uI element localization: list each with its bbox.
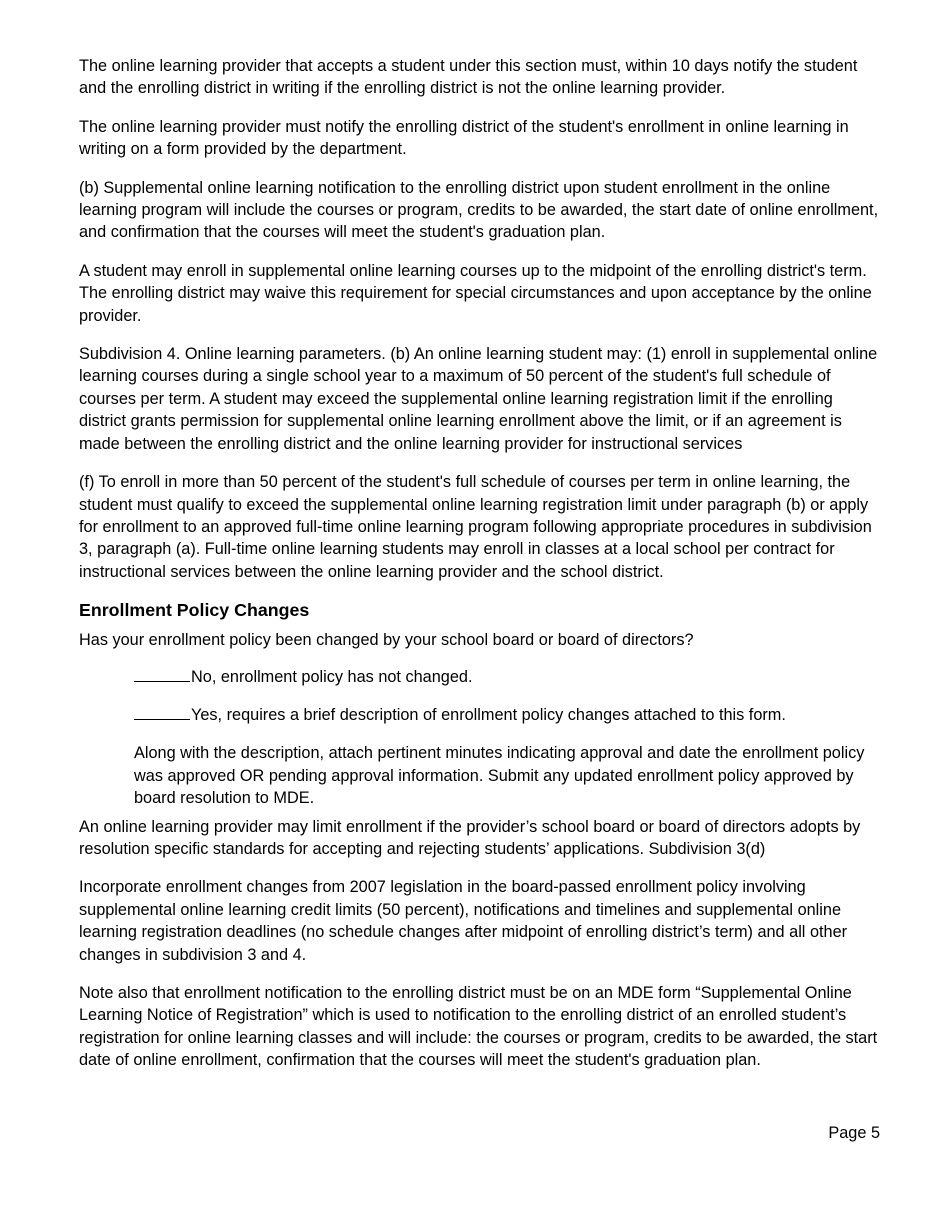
answer-blank-no[interactable] [134,667,190,682]
paragraph-limit-enrollment: An online learning provider may limit enrollment if the provider’s school board or board of directors adopts by resolution specific standards for accepting and rejecting students’ applications. Subdivision 3(d) [79,817,861,858]
section-heading: Enrollment Policy Changes [79,600,310,621]
paragraph-provider-notice: The online learning provider that accepts a student under this section must, within 10 days notify the student and the enrolling district in writing if the enrolling district is not the online learning provider. [79,57,858,98]
paragraph-full-schedule: (f) To enroll in more than 50 percent of the student's full schedule of courses per term in online learning, the student must qualify to exceed the supplemental online learning registration limit under paragraph (b) or apply for enrollment to an approved full-time online learning program following appropriate procedures in subdivision 3, paragraph (a). Full-time online learning students may enroll in classes at a local school per contract for instructional services between the online learning provider and the school district. [79,473,872,581]
option-yes-label: Yes, requires a brief description of enrollment policy changes attached to this form. [191,705,786,724]
paragraph-midpoint-enrollment: A student may enroll in supplemental online learning courses up to the midpoint of the enrolling district's term. The enrolling district may waive this requirement for special circumstances and upon acceptance by the online provider. [79,261,872,325]
option-no-label: No, enrollment policy has not changed. [191,667,473,686]
paragraph-enrollment-form: The online learning provider must notify the enrolling district of the student's enrollment in online learning in writing on a form provided by the department. [79,117,849,159]
page-number: Page 5 [828,1124,880,1142]
paragraph-subdivision-4: Subdivision 4. Online learning parameters. (b) An online learning student may: (1) enroll in supplemental online learning courses during a single school year to a maximum of 50 percent of the student's full schedule of courses per term. A student may exceed the supplemental online learning registration limit if the enrolling district grants permission for supplemental online learning enrollment above the limit, or if an agreement is made between the enrolling district and the online learning provider for instructional services [79,345,878,453]
answer-blank-yes[interactable] [134,705,190,720]
paragraph-2007-legislation: Incorporate enrollment changes from 2007 legislation in the board-passed enrollment policy involving supplemental online learning credit limits (50 percent), notifications and timelines and supplemental online learning registration deadlines (no schedule changes after midpoint of enrolling district’s term) and all other changes in subdivision 3 and 4. [79,878,848,964]
attachment-note: Along with the description, attach pertinent minutes indicating approval and date the enrollment policy was approved OR pending approval information. Submit any updated enrollment policy approved by board resolution to MDE. [134,744,865,808]
document-page [79,55,884,1088]
policy-question: Has your enrollment policy been changed by your school board or board of directors? [79,631,694,650]
option-no [134,666,884,688]
paragraph-supplemental-notification: (b) Supplemental online learning notification to the enrolling district upon student enrollment in the online learning program will include the courses or program, credits to be awarded, the start date of online enrollment, and confirmation that the courses will meet the student's graduation plan. [79,178,879,242]
option-yes [134,704,884,726]
paragraph-mde-form-note: Note also that enrollment notification to the enrolling district must be on an MDE form “Supplemental Online Learning Notice of Registration” which is used to notification to the enrolling district of an enrolled student’s registration for online learning classes and will include: the courses or program, credits to be awarded, the start date of online enrollment, confirmation that the courses will meet the student's graduation plan. [79,984,878,1070]
